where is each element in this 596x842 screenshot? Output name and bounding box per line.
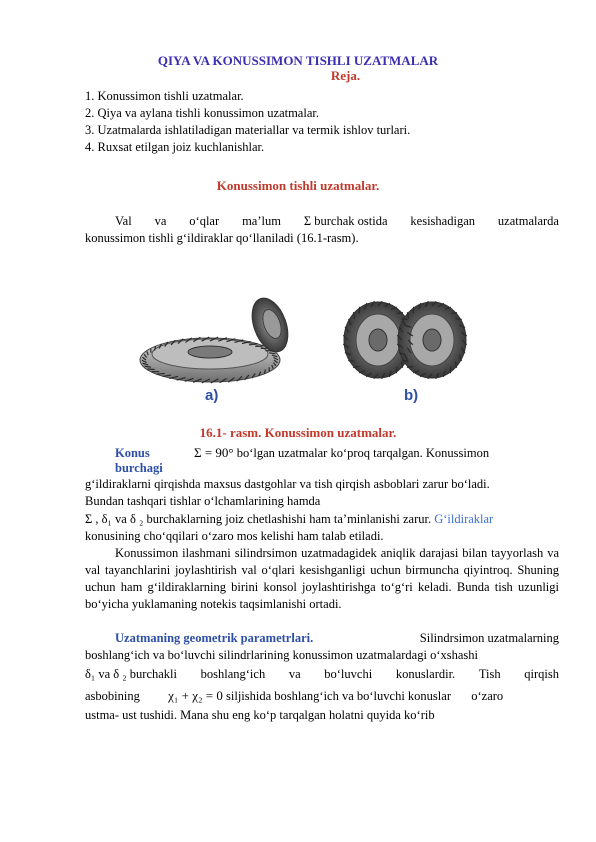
plan-item: 4. Ruxsat etilgan joiz kuchlanishlar.	[85, 140, 265, 154]
p1-line-4	[85, 511, 559, 528]
gear-tooth	[157, 373, 165, 374]
term-geometric-parameters: Uzatmaning geometrik parametrlari.	[115, 631, 314, 645]
p1-line-5: konusining cho‘qqilari o‘zaro mos kelishi ham talab etiladi.	[85, 529, 384, 543]
intro-word: ma’lum	[242, 214, 281, 228]
p3-line-5: ustma- ust tushidi. Mana shu eng ko‘p tarqalgan holatni quyida ko‘rib	[85, 708, 435, 722]
p3-word: δ₁ va δ ₂ burchakli	[85, 667, 177, 681]
p1-rest: bo‘lgan uzatmalar ko‘proq tarqalgan. Konussimon	[236, 446, 490, 460]
p3-line-2: boshlang‘ich va bo‘luvchi silindrlarining konussimon uzatmalardagi o‘xshashi	[85, 648, 478, 662]
gear-tooth	[397, 313, 403, 314]
plan-list	[85, 88, 410, 156]
gear-tooth	[255, 346, 263, 347]
p1-line-2: g‘ildiraklarni qirqishda maxsus dastgohlar va tish qirqish asboblari zarur bo‘ladi.	[85, 477, 490, 491]
p3-word: bo‘luvchi	[324, 667, 373, 681]
formula-chi: χ₁ + χ₂ = 0	[168, 688, 223, 703]
plan-item: 1. Konussimon tishli uzatmalar.	[85, 89, 244, 103]
intro-line-2: konussimon tishli g‘ildiraklar qo‘llaniladi (16.1-rasm).	[85, 231, 359, 245]
p3-line-4	[85, 687, 559, 705]
gear-tooth	[451, 313, 457, 314]
document-title: QIYA VA KONUSSIMON TISHLI UZATMALAR	[157, 53, 439, 68]
term-konus: Konus	[115, 446, 150, 460]
gear-figure	[0, 280, 596, 420]
p3-line-4c: o‘zaro	[471, 689, 504, 703]
figure-label-a: a)	[205, 387, 219, 404]
p3-word: boshlang‘ich	[200, 667, 266, 681]
figure-label-b: b)	[404, 387, 419, 404]
plan-item: 2. Qiya va aylana tishli konussimon uzatmalar.	[85, 106, 319, 120]
gear-tooth	[402, 360, 408, 361]
intro-word: Val	[115, 214, 132, 228]
plan-heading: Reja.	[330, 68, 361, 83]
p3-line-4b: siljishida boshlang‘ich va bo‘luvchi konuslar	[226, 689, 451, 703]
bevel-gears-illustration	[0, 280, 596, 420]
plan-item: 3. Uzatmalarda ishlatiladigan materiallar va termik ishlov turlari.	[85, 123, 411, 137]
p1-line-4a: Σ , δ₁ va δ ₂ burchaklarning joiz chetlashishi ham ta’minlanishi zarur.	[85, 512, 432, 526]
intro-word: o‘qlar	[189, 214, 220, 228]
section-title: Konussimon tishli uzatmalar.	[216, 178, 380, 193]
p3-line-1	[85, 630, 559, 647]
p1-line-4b: G‘ildiraklar	[434, 512, 494, 526]
figure-caption: 16.1- rasm. Konussimon uzatmalar.	[199, 425, 397, 440]
p3-word: konuslardir.	[395, 667, 456, 681]
intro-word: kesishadigan	[410, 214, 475, 228]
intro-word: Σ burchak ostida	[303, 214, 388, 228]
intro-word: va	[154, 214, 167, 228]
gear-tooth	[455, 319, 461, 320]
p2-paragraph: Konussimon ilashmani silindrsimon uzatmadagidek aniqlik darajasi bilan tayyorlash va val tayanchlarini joylashtirish val o‘qlari kesishganligi uchun birmuncha qiyintroq. Shuning uchun ham g‘ildiraklarning birini konsol joylashtirishga to‘g‘ri keladi. Bunda tish uzunligi bo‘yicha yuklamaning notekis taqsimlanishi ortadi.	[85, 546, 559, 611]
p3-line-3	[85, 666, 559, 683]
formula-sigma: Σ = 90°	[194, 445, 234, 460]
intro-word: uzatmalarda	[497, 214, 559, 228]
term-burchagi: burchagi	[115, 461, 163, 475]
p3-word: va	[288, 667, 301, 681]
p3-word: qirqish	[524, 667, 559, 681]
gear-tooth	[407, 367, 413, 368]
p3-word: Tish	[478, 667, 501, 681]
p3-line-4a: asbobining	[85, 689, 140, 703]
gear-tooth	[348, 360, 354, 361]
p3-line-1-rest: Silindrsimon uzatmalarning	[419, 631, 559, 645]
gear-tooth	[353, 367, 359, 368]
intro-line-1	[85, 213, 559, 230]
p1-line-3: Bundan tashqari tishlar o‘lchamlarining hamda	[85, 494, 321, 508]
